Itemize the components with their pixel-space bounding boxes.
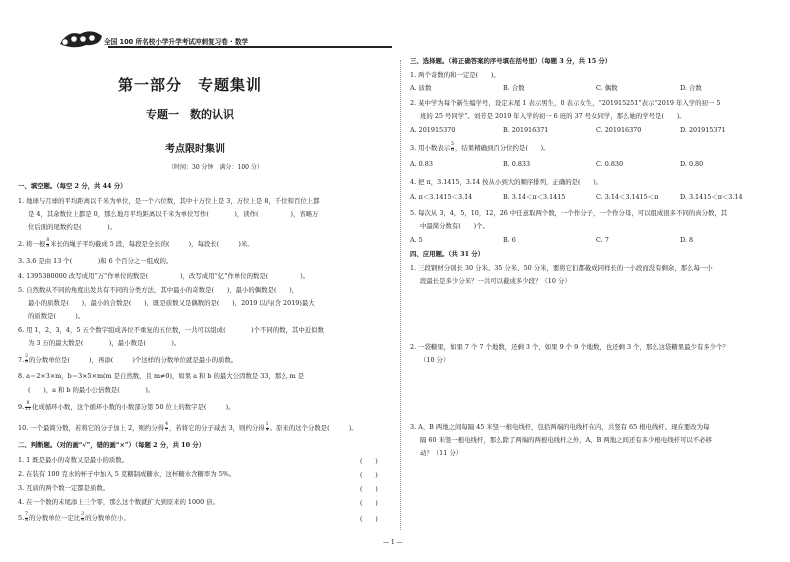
choice-4: 4. 把 π，3.1415，3.1̇4̇ 按从小到大的顺序排列，正确的是( )。 [410, 178, 603, 186]
choice-2-option-b[interactable]: B. 201916371 [503, 126, 549, 134]
fraction-numerator: 1 [265, 422, 269, 427]
choice-2-option-a[interactable]: A. 201915370 [410, 126, 456, 134]
fraction-numerator: 2 [25, 354, 29, 359]
question-2-suffix: 米长的绳子平均截成 5 段，每段是全长的( )，每段长( )米。 [50, 240, 254, 249]
fraction-denominator: 4 [81, 517, 85, 523]
question-7-prefix: 7. [18, 356, 25, 365]
choice-5-option-d[interactable]: D. 8 [680, 236, 694, 244]
question-5-line-2: 最小的质数是( )，最小的合数是( )，既是质数又是偶数的是( )，2019 以内(含 2019)最大 [28, 299, 315, 307]
column-divider [400, 60, 401, 530]
choice-4-option-c[interactable]: C. 3.1̇4̇＜3.1415＜π [596, 193, 659, 201]
question-4: 4. 1395380000 改写成用“万”作单位的数是( )，改写成用“亿”作单位的数是( )。 [18, 272, 310, 280]
problem-1-line-2: 段最长是多少分米？一共可以截成多少段？（10 分） [420, 277, 571, 285]
choice-1-option-d[interactable]: D. 合数 [680, 84, 702, 92]
fraction [25, 513, 28, 523]
judge-3: 3. 互质的两个数一定都是质数。 [18, 484, 110, 492]
section-word-problems: 四、应用题。（共 31 分） [410, 250, 485, 258]
question-8-line-1: 8. a＝2×3×m，b＝3×5×m(m 是自然数，且 m≠0)，如果 a 和 b 的最大公因数是 33，那么 m 是 [18, 372, 305, 380]
choice-5-option-a[interactable]: A. 5 [410, 236, 423, 244]
answer-bracket[interactable]: ( ) [360, 515, 378, 523]
question-5-line-3: 的质数是( )。 [28, 312, 85, 320]
choice-3-suffix: ，结果精确到百分位约是( )。 [455, 144, 550, 153]
question-1-line-1: 1. 地球与月球的平均距离以千米为单位，是一个六位数，其中十万位上是 3，万位上是 8，千位和百位上都 [18, 197, 320, 205]
fraction-denominator: 9 [25, 359, 29, 365]
fraction-numerator: 7 [25, 512, 29, 517]
choice-3-option-b[interactable]: B. 0.833 [503, 160, 531, 168]
part-title: 第一部分 专题集训 [118, 76, 263, 94]
header-rule [108, 46, 392, 48]
problem-3-line-3: 动？（11 分） [420, 449, 463, 457]
fraction-denominator: 4 [265, 427, 269, 433]
fraction-numerator: 4 [165, 422, 169, 427]
answer-bracket[interactable]: ( ) [360, 457, 378, 465]
section-multiple-choice: 三、选择题。（将正确答案的序号填在括号里）（每题 3 分，共 15 分） [410, 57, 612, 65]
question-6-line-2: 为 3 万的最大数是( )，最小数是( )。 [28, 339, 181, 347]
choice-4-option-a[interactable]: A. π＜3.1415＜3.1̇4̇ [410, 193, 473, 201]
question-10-middle: ，若将它的分子减去 3，则约分得 [169, 424, 265, 433]
fraction-denominator: 7 [165, 427, 169, 433]
fraction-denominator: 11 [25, 406, 31, 412]
choice-1-option-a[interactable]: A. 质数 [410, 84, 432, 92]
section-true-false: 二、判断题。（对的画“√”，错的画“×”）（每题 2 分，共 10 分） [18, 441, 206, 449]
choice-3-prefix: 3. 用小数表示 [410, 144, 451, 153]
problem-3-line-1: 3. A、B 两地之间每隔 45 米竖一根电线杆，包括两端的电线杆在内，共竖有 65 根电线杆。现在要改为每 [410, 423, 710, 431]
fraction [165, 423, 168, 433]
choice-3-option-c[interactable]: C. 0.830 [596, 160, 624, 168]
answer-bracket[interactable]: ( ) [360, 499, 378, 507]
choice-5-option-b[interactable]: B. 6 [503, 236, 516, 244]
fraction [81, 513, 84, 523]
fraction-numerator: 5 [451, 142, 455, 147]
fraction [46, 239, 49, 249]
section-fill-blank: 一、填空题。（每空 2 分，共 44 分） [18, 182, 127, 190]
fraction-numerator: 3 [81, 512, 85, 517]
choice-4-option-d[interactable]: D. 3.1415＜π＜3.1̇4̇ [680, 193, 743, 201]
question-6-line-1: 6. 用 1，2，3，4，5 五个数字组成各位不重复的五位数，一共可以组成( )个不同的数，其中近似数 [18, 326, 324, 334]
choice-3-option-d[interactable]: D. 0.80 [680, 160, 704, 168]
question-1-line-2: 是 4，其余数位上都是 0，那么地月平均距离以千米为单位写作( )，读作( )，省略万 [28, 210, 319, 218]
answer-bracket[interactable]: ( ) [360, 471, 378, 479]
choice-5-line-2: 中最简分数有( )个。 [420, 222, 489, 230]
question-7-suffix: 的分数单位是( )，再添( )个这样的分数单位就是最小的质数。 [29, 356, 238, 365]
question-3: 3. 3.6 是由 13 个( )和 6 个百分之一组成的。 [18, 257, 173, 265]
choice-3 [410, 143, 550, 153]
question-10-suffix: 。原来的这个分数是( )。 [269, 424, 358, 433]
question-1-line-3: 位后面的尾数约是( )。 [28, 223, 117, 231]
judge-1: 1. 1 既是最小的奇数又是最小的质数。 [18, 456, 129, 464]
problem-2-line-2: （10 分） [420, 356, 450, 364]
fraction-denominator: 9 [46, 243, 50, 249]
judge-5 [18, 513, 130, 523]
question-9-suffix: 化成循环小数，这个循环小数的小数部分第 50 位上的数字是( )。 [31, 403, 235, 412]
fraction [25, 402, 31, 412]
choice-4-option-b[interactable]: B. 3.1̇4̇＜π＜3.1415 [503, 193, 566, 201]
fraction-denominator: 8 [25, 517, 29, 523]
choice-2-line-2: 班的 25 号同学”。刘芳是 2019 年入学的初一 6 班的 37 号女同学，那么她的学号是( )。 [420, 112, 686, 120]
brand-logo [56, 28, 106, 50]
question-7 [18, 355, 237, 365]
question-10-prefix: 10. 一个最简分数，若将它的分子加上 2，则约分得 [18, 424, 165, 433]
fraction-numerator: 8 [26, 401, 30, 406]
judge-5-suffix: 的分数单位小。 [85, 514, 130, 523]
judge-5-middle: 的分数单位一定比 [29, 514, 81, 523]
choice-3-option-a[interactable]: A. 0.83 [410, 160, 433, 168]
fraction-numerator: 8 [46, 238, 50, 243]
problem-3-line-2: 隔 60 米竖一根电线杆，那么除了两端的两根电线杆之外，A、B 两地之间还有多少根电线杆可以不必移 [420, 436, 712, 444]
choice-1: 1. 两个奇数的和一定是( )。 [410, 71, 500, 79]
question-2 [18, 239, 254, 249]
choice-2-option-d[interactable]: D. 201915371 [680, 126, 726, 134]
question-9-prefix: 9. [18, 403, 25, 412]
problem-2-line-1: 2. 一袋糖果，如果 7 个 7 个地数，还剩 3 个，如果 9 个 9 个地数，也还剩 3 个，那么这袋糖果最少有多少个？ [410, 343, 729, 351]
topic-title: 专题一 数的认识 [146, 108, 234, 121]
fraction [266, 423, 269, 433]
fraction-denominator: 6 [451, 147, 455, 153]
question-5-line-1: 5. 自然数从不同的角度出发共有不同的分类方法，其中最小的奇数是( )，最小的偶数是( )， [18, 286, 299, 294]
problem-1-line-1: 1. 三段钢材分别长 30 分米、35 分米、50 分米，要将它们都截成同样长的一小段而没有剩余，那么每一小 [410, 264, 713, 272]
page-number: — 1 — [383, 539, 403, 546]
choice-5-line-1: 5. 每次从 3，4，5，10，12，26 中任意取两个数，一个作分子，一个作分母，可以组成很多不同的真分数，其 [410, 209, 728, 217]
exam-info: （时间：30 分钟 满分：100 分） [168, 164, 263, 171]
choice-2-line-1: 2. 某中学为每个新生编学号，设定末尾 1 表示男生，0 表示女生，“201915251”表示“2019 年入学的初一 5 [410, 99, 721, 107]
fraction [451, 143, 454, 153]
choice-2-option-c[interactable]: C. 201916370 [596, 126, 642, 134]
choice-1-option-c[interactable]: C. 偶数 [596, 84, 618, 92]
answer-bracket[interactable]: ( ) [360, 485, 378, 493]
fraction [25, 355, 28, 365]
question-10 [18, 423, 358, 433]
choice-5-option-c[interactable]: C. 7 [596, 236, 609, 244]
judge-4: 4. 在一个数的末尾添上三个零，那么这个数就扩大到原来的 1000 倍。 [18, 498, 220, 506]
header-title: 全国 100 所名校小学升学考试冲刺复习卷 · 数学 [104, 38, 249, 46]
question-9 [18, 402, 234, 412]
judge-5-prefix: 5. [18, 514, 25, 523]
judge-2: 2. 在装有 100 克水的杯子中加入 5 克糖制成糖水，这杯糖水含糖率为 5%。 [18, 470, 236, 478]
section-subtitle: 考点限时集训 [165, 144, 225, 155]
question-2-prefix: 2. 将一根 [18, 240, 46, 249]
choice-1-option-b[interactable]: B. 合数 [503, 84, 525, 92]
question-8-line-2: ( )，a 和 b 的最小公倍数是( )。 [28, 386, 155, 394]
